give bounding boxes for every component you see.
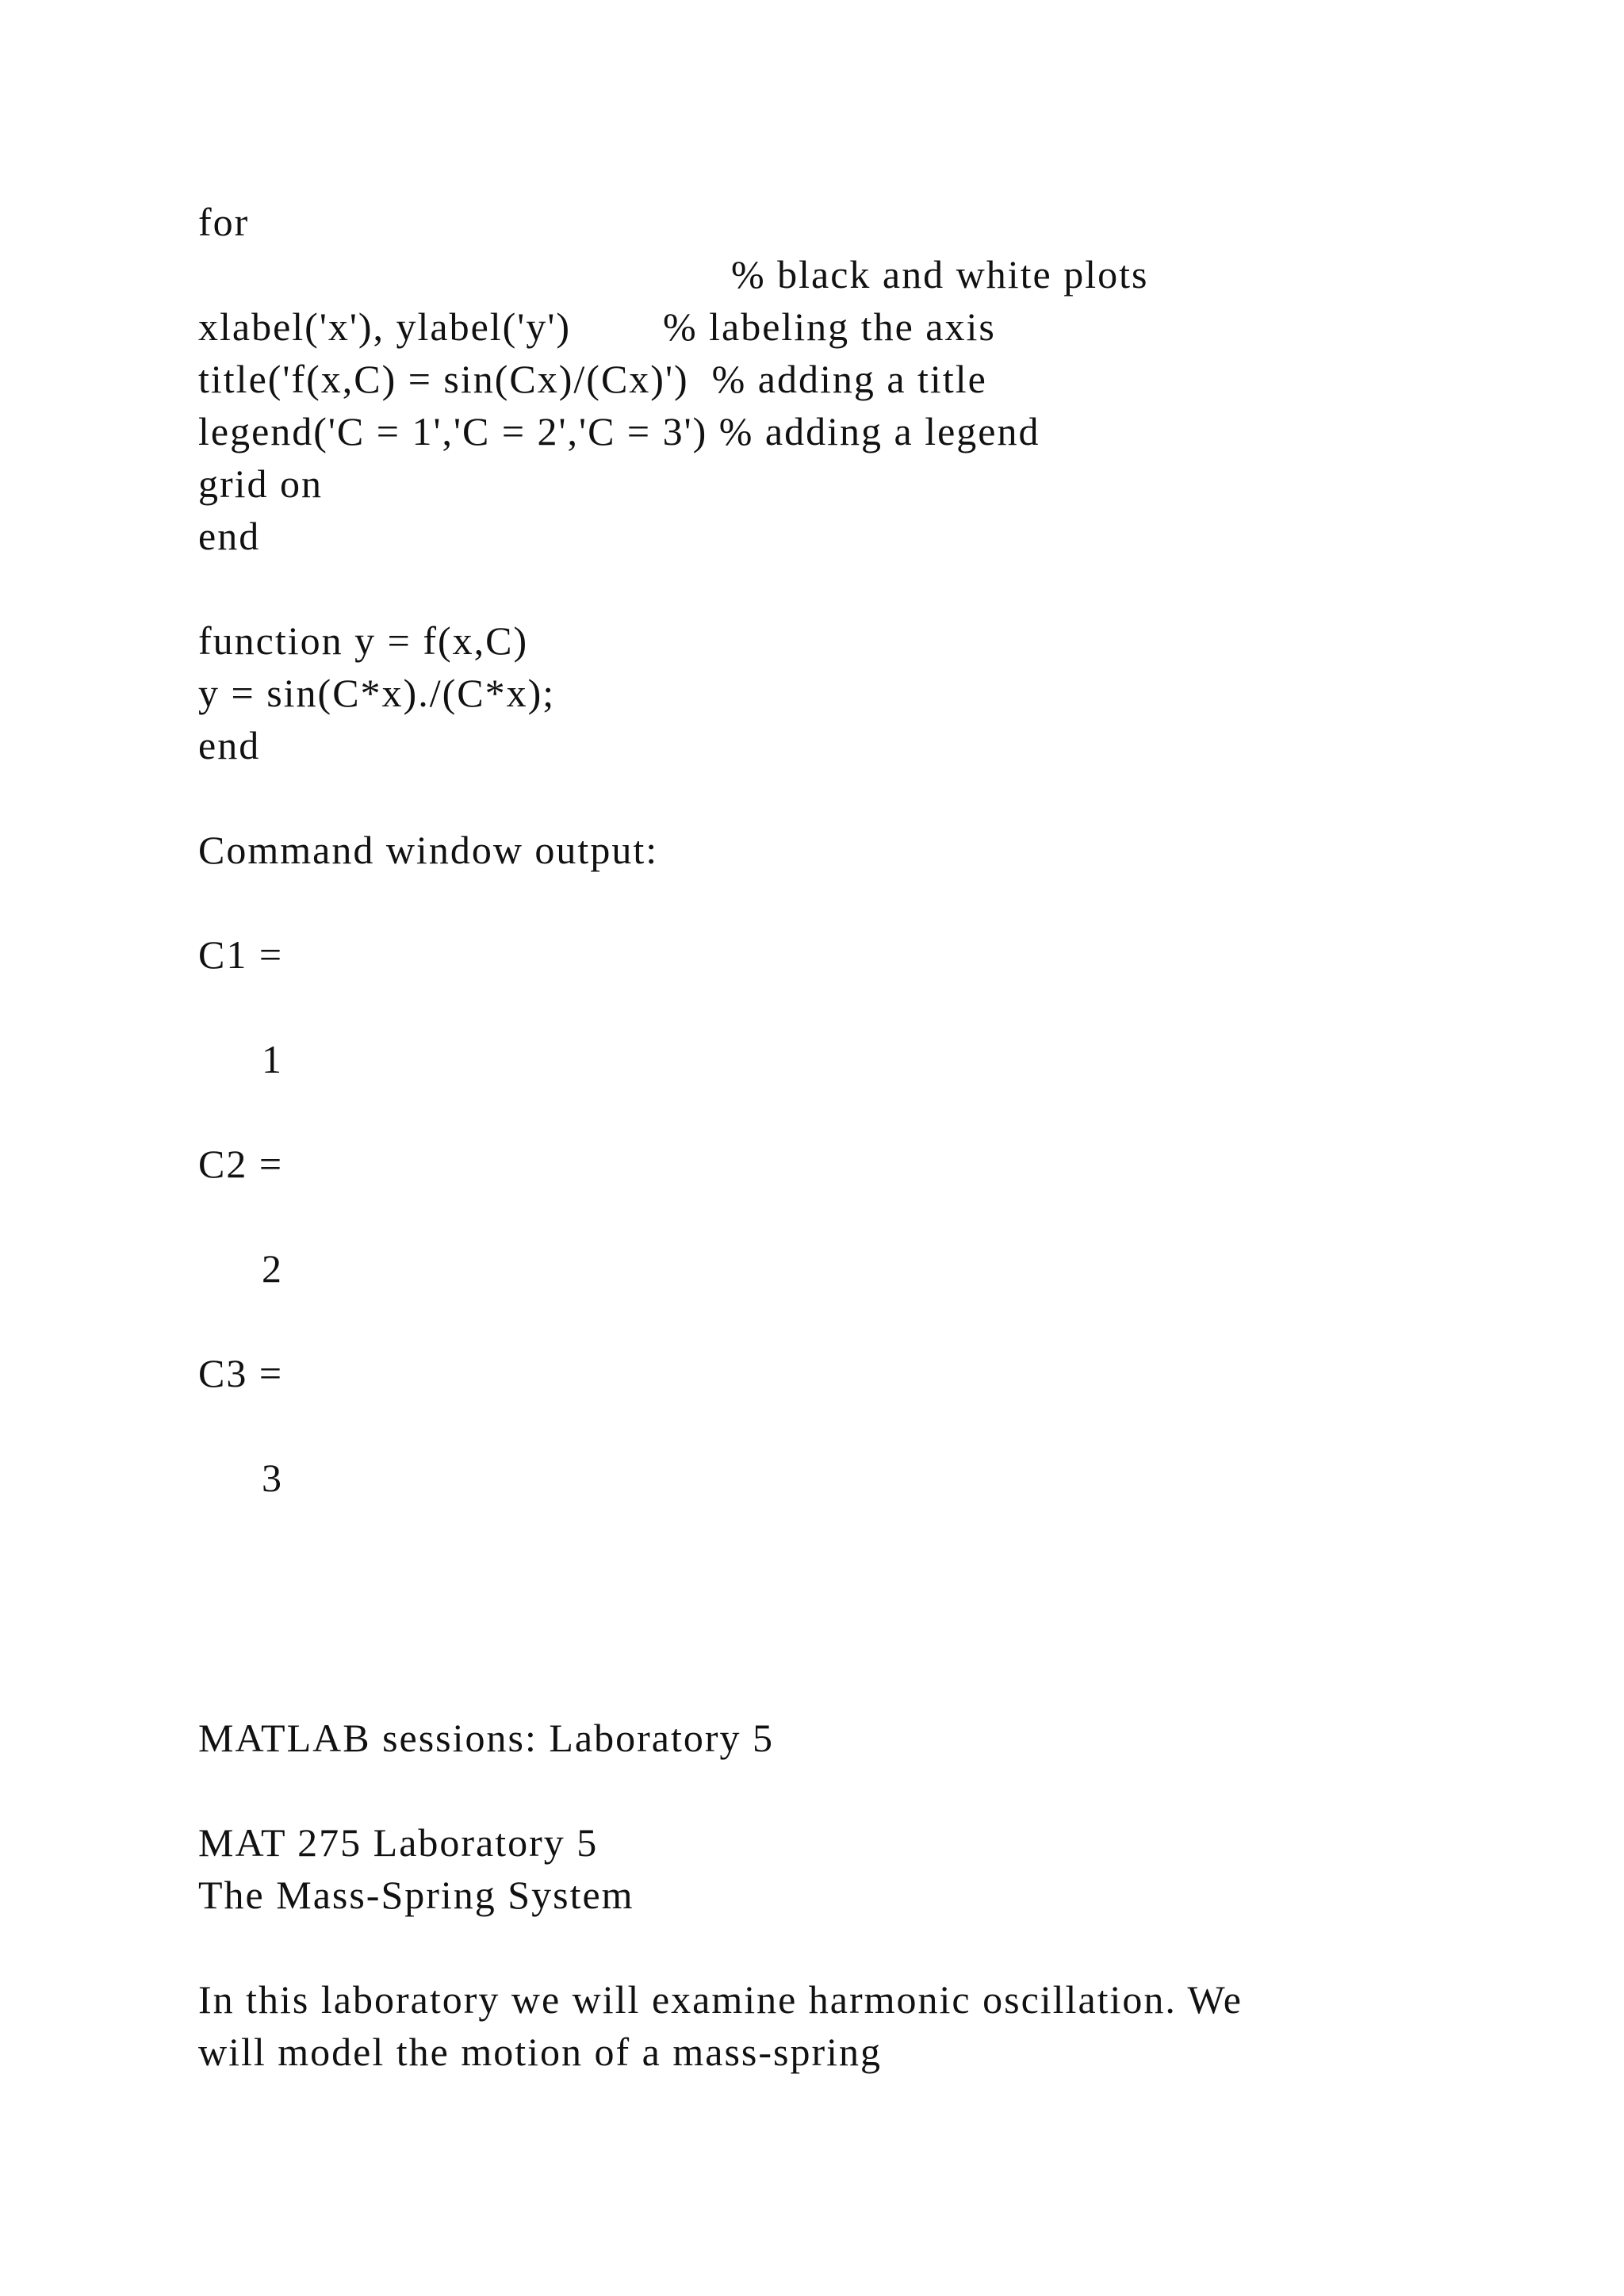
code-line-grid: grid on bbox=[198, 461, 324, 506]
function-body: y = sin(C*x)./(C*x); bbox=[198, 671, 556, 715]
code-comment-plots: % black and white plots bbox=[731, 252, 1149, 297]
code-line-end: end bbox=[198, 514, 261, 558]
output-c3-value: 3 bbox=[262, 1456, 283, 1500]
output-c2-label: C2 = bbox=[198, 1142, 284, 1186]
session-header: MATLAB sessions: Laboratory 5 bbox=[198, 1716, 774, 1760]
function-signature: function y = f(x,C) bbox=[198, 618, 529, 663]
code-line-title: title('f(x,C) = sin(Cx)/(Cx)') % adding a title bbox=[198, 357, 987, 401]
code-line-for: for bbox=[198, 200, 250, 244]
code-line-xlabel: xlabel('x'), ylabel('y') % labeling the axis bbox=[198, 304, 996, 349]
output-c1-label: C1 = bbox=[198, 932, 284, 977]
function-end: end bbox=[198, 723, 261, 767]
code-line-legend: legend('C = 1','C = 2','C = 3') % adding a legend bbox=[198, 409, 1040, 453]
lab-title: The Mass-Spring System bbox=[198, 1873, 634, 1917]
course-title: MAT 275 Laboratory 5 bbox=[198, 1820, 599, 1865]
output-c1-value: 1 bbox=[262, 1037, 283, 1081]
output-heading: Command window output: bbox=[198, 828, 659, 872]
intro-line-1: In this laboratory we will examine harmonic oscillation. We bbox=[198, 1977, 1243, 2022]
output-c3-label: C3 = bbox=[198, 1351, 284, 1395]
output-c2-value: 2 bbox=[262, 1246, 283, 1291]
intro-line-2: will model the motion of a mass-spring bbox=[198, 2030, 883, 2074]
